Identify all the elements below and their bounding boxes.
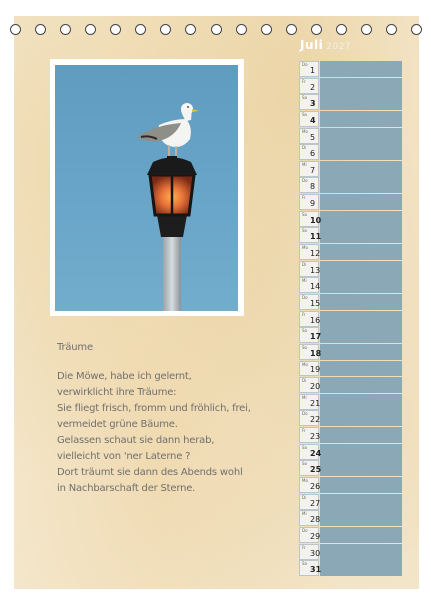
- day-note-cell[interactable]: [320, 527, 402, 543]
- day-label: [299, 177, 319, 193]
- calendar-day-row: [299, 311, 402, 327]
- calendar-day-row: [299, 510, 402, 526]
- day-label: [299, 244, 319, 260]
- calendar-day-row: [299, 427, 402, 443]
- lamp-pole: [163, 235, 181, 311]
- day-label: [299, 361, 319, 377]
- binding-ring: [35, 24, 46, 35]
- day-number: 11: [310, 232, 322, 242]
- day-label: [299, 560, 322, 576]
- day-note-cell[interactable]: [320, 544, 402, 560]
- day-label: [299, 327, 322, 343]
- weekday-abbrev: Sa: [302, 444, 307, 450]
- calendar-day-row: [299, 410, 402, 426]
- day-number: 2: [310, 82, 316, 92]
- day-label: [299, 161, 319, 177]
- day-note-cell[interactable]: [320, 427, 402, 443]
- seagull-icon: [137, 103, 199, 156]
- binding-ring: [10, 24, 21, 35]
- seagull-lamp-illustration: [55, 65, 238, 311]
- day-note-cell[interactable]: [320, 261, 402, 277]
- binding-ring: [60, 24, 71, 35]
- day-number: 24: [310, 448, 322, 458]
- weekday-abbrev: Do: [302, 527, 308, 533]
- day-number: 28: [310, 515, 321, 525]
- weekday-abbrev: Fr: [302, 195, 306, 201]
- calendar-day-row: [299, 194, 402, 210]
- day-label: [299, 144, 319, 160]
- day-label: [299, 427, 319, 443]
- calendar-day-row: [299, 294, 402, 310]
- day-number: 21: [310, 398, 321, 408]
- day-note-cell[interactable]: [320, 410, 402, 426]
- day-note-cell[interactable]: [320, 560, 402, 576]
- day-number: 31: [310, 565, 322, 575]
- calendar-day-row: [299, 344, 402, 360]
- day-note-cell[interactable]: [320, 344, 402, 360]
- day-number: 29: [310, 531, 321, 541]
- binding-ring: [160, 24, 171, 35]
- day-label: [299, 527, 319, 543]
- day-number: 10: [310, 215, 322, 225]
- day-note-cell[interactable]: [320, 177, 402, 193]
- day-label: [299, 544, 319, 560]
- weekday-abbrev: Mi: [302, 394, 307, 400]
- day-number: 3: [310, 99, 316, 109]
- calendar-grid: [299, 61, 402, 576]
- weekday-abbrev: Mo: [302, 128, 308, 134]
- day-note-cell[interactable]: [320, 394, 402, 410]
- binding-ring: [361, 24, 372, 35]
- day-number: 26: [310, 481, 321, 491]
- day-note-cell[interactable]: [320, 510, 402, 526]
- day-note-cell[interactable]: [320, 377, 402, 393]
- day-note-cell[interactable]: [320, 477, 402, 493]
- day-note-cell[interactable]: [320, 78, 402, 94]
- day-note-cell[interactable]: [320, 94, 402, 110]
- day-note-cell[interactable]: [320, 460, 402, 476]
- photo-frame: [50, 59, 244, 316]
- weekday-abbrev: Mo: [302, 245, 308, 251]
- weekday-abbrev: So: [302, 228, 307, 234]
- weekday-abbrev: Mi: [302, 278, 307, 284]
- day-label: [299, 377, 319, 393]
- day-number: 14: [310, 282, 321, 292]
- day-note-cell[interactable]: [320, 227, 402, 243]
- weekday-abbrev: Sa: [302, 561, 307, 567]
- day-label: [299, 78, 319, 94]
- weekday-abbrev: Sa: [302, 95, 307, 101]
- calendar-day-row: [299, 377, 402, 393]
- binding-ring: [110, 24, 121, 35]
- month-title: [300, 38, 400, 56]
- calendar-day-row: [299, 394, 402, 410]
- month-name: Juli: [300, 38, 324, 52]
- day-note-cell[interactable]: [320, 494, 402, 510]
- binding-ring: [135, 24, 146, 35]
- calendar-day-row: [299, 211, 402, 227]
- day-note-cell[interactable]: [320, 128, 402, 144]
- binding-ring: [236, 24, 247, 35]
- day-number: 4: [310, 115, 316, 125]
- weekday-abbrev: Mi: [302, 511, 307, 517]
- binding-ring: [85, 24, 96, 35]
- calendar-day-row: [299, 444, 402, 460]
- day-number: 1: [310, 65, 316, 75]
- day-number: 5: [310, 132, 316, 142]
- weekday-abbrev: Di: [302, 261, 307, 267]
- day-note-cell[interactable]: [320, 444, 402, 460]
- day-number: 13: [310, 265, 321, 275]
- calendar-day-row: [299, 128, 402, 144]
- day-label: [299, 444, 322, 460]
- weekday-abbrev: Di: [302, 378, 307, 384]
- weekday-abbrev: Sa: [302, 211, 307, 217]
- weekday-abbrev: So: [302, 344, 307, 350]
- day-label: [299, 94, 319, 110]
- binding-ring: [185, 24, 196, 35]
- day-label: [299, 510, 319, 526]
- poem-line: Dort träumt sie dann des Abends wohl: [57, 467, 243, 478]
- weekday-abbrev: Sa: [302, 328, 307, 334]
- day-note-cell[interactable]: [320, 244, 402, 260]
- day-number: 19: [310, 365, 321, 375]
- day-label: [299, 128, 319, 144]
- weekday-abbrev: Mo: [302, 361, 308, 367]
- weekday-abbrev: So: [302, 461, 307, 467]
- day-number: 16: [310, 315, 321, 325]
- calendar-day-row: [299, 327, 402, 343]
- day-number: 7: [310, 165, 316, 175]
- binding-ring: [211, 24, 222, 35]
- seagull-lamp-photo: [55, 65, 238, 311]
- poem-line: Die Möwe, habe ich gelernt,: [57, 371, 192, 382]
- day-number: 18: [310, 348, 322, 358]
- day-note-cell[interactable]: [320, 311, 402, 327]
- day-number: 15: [310, 298, 321, 308]
- calendar-day-row: [299, 144, 402, 160]
- poem-line: verwirklicht ihre Träume:: [57, 387, 177, 398]
- day-note-cell[interactable]: [320, 194, 402, 210]
- day-label: [299, 211, 322, 227]
- poem-line: in Nachbarschaft der Sterne.: [57, 483, 196, 494]
- weekday-abbrev: Fr: [302, 428, 306, 434]
- calendar-day-row: [299, 460, 402, 476]
- day-label: [299, 394, 319, 410]
- calendar-day-row: [299, 244, 402, 260]
- calendar-day-row: [299, 78, 402, 94]
- day-number: 20: [310, 382, 321, 392]
- day-label: [299, 111, 319, 127]
- day-number: 23: [310, 432, 321, 442]
- binding-ring: [261, 24, 272, 35]
- weekday-abbrev: Do: [302, 411, 308, 417]
- poem: [57, 340, 287, 497]
- weekday-abbrev: Di: [302, 145, 307, 151]
- calendar-day-row: [299, 61, 402, 77]
- binding-ring: [311, 24, 322, 35]
- weekday-abbrev: Fr: [302, 544, 306, 550]
- calendar-day-row: [299, 527, 402, 543]
- calendar-day-row: [299, 477, 402, 493]
- day-number: 22: [310, 415, 321, 425]
- day-note-cell[interactable]: [320, 327, 402, 343]
- day-label: [299, 61, 319, 77]
- calendar-day-row: [299, 277, 402, 293]
- poem-line: vielleicht von 'ner Laterne ?: [57, 451, 191, 462]
- binding-ring: [336, 24, 347, 35]
- day-number: 12: [310, 249, 321, 258]
- day-number: 30: [310, 548, 321, 558]
- poem-line: Sie fliegt frisch, fromm und fröhlich, frei,: [57, 403, 251, 414]
- calendar-day-row: [299, 560, 402, 576]
- calendar-day-row: [299, 261, 402, 277]
- day-number: 17: [310, 332, 322, 342]
- lamp-base: [157, 215, 187, 237]
- poem-line: Gelassen schaut sie dann herab,: [57, 435, 215, 446]
- weekday-abbrev: Mi: [302, 161, 307, 167]
- weekday-abbrev: Fr: [302, 311, 306, 317]
- day-note-cell[interactable]: [320, 294, 402, 310]
- calendar-day-row: [299, 227, 402, 243]
- day-note-cell[interactable]: [320, 111, 402, 127]
- month-year: 2027: [326, 42, 352, 52]
- day-label: [299, 477, 319, 493]
- day-label: [299, 277, 319, 293]
- day-note-cell[interactable]: [320, 144, 402, 160]
- weekday-abbrev: Fr: [302, 78, 306, 84]
- day-number: 9: [310, 199, 316, 209]
- day-label: [299, 194, 319, 210]
- binding-ring: [411, 24, 422, 35]
- day-label: [299, 410, 319, 426]
- weekday-abbrev: Di: [302, 494, 307, 500]
- calendar-day-row: [299, 111, 402, 127]
- calendar-day-row: [299, 544, 402, 560]
- weekday-abbrev: Mo: [302, 478, 308, 484]
- day-note-cell[interactable]: [320, 211, 402, 227]
- weekday-abbrev: So: [302, 111, 307, 117]
- day-note-cell[interactable]: [320, 361, 402, 377]
- weekday-abbrev: Do: [302, 294, 308, 300]
- day-label: [299, 460, 322, 476]
- calendar-day-row: [299, 94, 402, 110]
- day-label: [299, 344, 322, 360]
- calendar-day-row: [299, 361, 402, 377]
- calendar-day-row: [299, 494, 402, 510]
- day-number: 8: [310, 182, 316, 192]
- day-number: 25: [310, 465, 322, 475]
- day-note-cell[interactable]: [320, 61, 402, 77]
- binding-ring: [286, 24, 297, 35]
- calendar-day-row: [299, 177, 402, 193]
- day-label: [299, 227, 322, 243]
- weekday-abbrev: Do: [302, 178, 308, 184]
- day-note-cell[interactable]: [320, 161, 402, 177]
- calendar-day-row: [299, 161, 402, 177]
- poem-line: vermeidet grüne Bäume.: [57, 419, 178, 430]
- day-label: [299, 494, 319, 510]
- poem-title: Träume: [57, 342, 93, 353]
- weekday-abbrev: Do: [302, 62, 308, 67]
- day-label: [299, 261, 319, 277]
- day-note-cell[interactable]: [320, 277, 402, 293]
- binding-ring: [386, 24, 397, 35]
- day-number: 27: [310, 498, 321, 508]
- day-label: [299, 311, 319, 327]
- day-label: [299, 294, 319, 310]
- day-number: 6: [310, 149, 316, 159]
